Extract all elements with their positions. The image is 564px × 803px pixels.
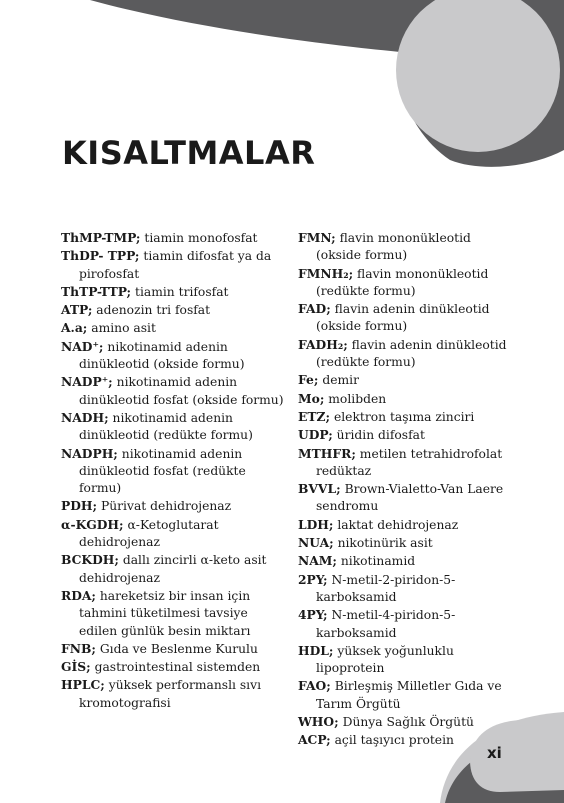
abbreviation-definition: flavin mononükleotid (okside formu) <box>316 231 471 263</box>
abbreviation-term: ETZ; <box>298 408 331 424</box>
abbreviation-entry <box>298 606 518 642</box>
abbreviation-entry <box>298 552 518 570</box>
abbreviation-term: BCKDH; <box>61 552 119 568</box>
abbreviation-definition: α-Ketoglutarat dehidrojenaz <box>79 517 219 550</box>
abbreviation-entry <box>298 390 518 408</box>
abbreviation-term: Mo; <box>298 390 325 406</box>
abbreviation-term: 4PY; <box>298 607 328 623</box>
abbreviation-term: NAM; <box>298 553 337 569</box>
abbreviation-entry <box>298 516 518 534</box>
abbreviation-entry <box>298 408 518 426</box>
abbreviation-definition: molibden <box>324 391 387 406</box>
abbreviation-term: A.a; <box>61 320 88 336</box>
abbreviation-entry <box>61 409 286 445</box>
abbreviation-term: FADH₂; <box>298 336 348 352</box>
abbreviation-entry <box>61 319 286 337</box>
abbreviation-term: ACP; <box>298 732 331 748</box>
abbreviation-definition: flavin adenin dinükleotid (redükte formu) <box>316 337 507 370</box>
abbreviation-definition: yüksek yoğunluklu lipoprotein <box>316 643 454 676</box>
abbreviation-entry <box>298 677 518 713</box>
abbreviation-definition: üridin difosfat <box>332 428 425 443</box>
abbreviation-term: NADPH; <box>61 445 118 461</box>
abbreviation-definition: demir <box>318 373 359 388</box>
abbreviation-entry <box>61 338 286 374</box>
abbreviation-entry <box>61 445 286 498</box>
abbreviation-definition: flavin mononükleotid (redükte formu) <box>316 266 489 298</box>
abbreviation-term: Fe; <box>298 372 319 388</box>
abbreviation-definition: Gıda ve Beslenme Kurulu <box>95 641 258 656</box>
abbreviation-entry <box>61 247 286 283</box>
abbreviation-definition: metilen tetrahidrofolat redüktaz <box>316 446 503 478</box>
abbreviation-term: RDA; <box>61 587 96 603</box>
abbreviation-entry <box>61 373 286 409</box>
abbreviation-entry <box>298 229 518 265</box>
abbreviation-definition: adenozin tri fosfat <box>92 303 211 318</box>
abbreviation-term: FAO; <box>298 678 331 694</box>
abbreviation-entry <box>61 676 286 712</box>
abbreviation-entry <box>298 336 518 372</box>
abbreviation-term: FMN; <box>298 230 336 245</box>
abbreviation-term: BVVL; <box>298 481 341 497</box>
abbreviation-entry <box>298 445 518 481</box>
abbreviation-entry <box>298 426 518 444</box>
abbreviation-entry <box>61 640 286 658</box>
abbreviation-term: ATP; <box>61 302 93 318</box>
abbreviation-term: 2PY; <box>298 571 328 587</box>
page-title: KISALTMALAR <box>62 134 316 172</box>
abbreviation-definition: tiamin difosfat ya da pirofosfat <box>79 249 272 281</box>
abbreviation-term: NADP⁺; <box>61 374 113 390</box>
abbreviation-entry <box>298 642 518 678</box>
abbreviation-entry <box>298 371 518 389</box>
abbreviation-definition: nikotinamid adenin dinükleotid (okside formu) <box>79 339 245 372</box>
abbreviation-entry <box>298 300 518 336</box>
abbreviation-term: NAD⁺; <box>61 338 104 354</box>
page-number: xi <box>487 744 502 762</box>
abbreviation-term: HDL; <box>298 642 334 658</box>
abbreviation-definition: N-metil-2-piridon-5-karboksamid <box>316 572 456 604</box>
abbreviation-entry <box>298 480 518 516</box>
abbreviation-definition: gastrointestinal sistemden <box>90 660 261 675</box>
abbreviations-right-column <box>298 229 518 750</box>
abbreviation-definition: dallı zincirli α-keto asit dehidrojenaz <box>79 553 267 585</box>
abbreviation-definition: yüksek performanslı sıvı kromotografisi <box>79 678 261 710</box>
abbreviation-definition: flavin adenin dinükleotid (okside formu) <box>316 302 490 334</box>
abbreviation-definition: tiamin monofosfat <box>140 231 258 245</box>
abbreviation-definition: nikotinamid adenin dinükleotid fosfat (okside formu) <box>79 375 284 407</box>
abbreviation-entry <box>298 534 518 552</box>
abbreviation-definition: tiamin trifosfat <box>131 284 229 299</box>
abbreviation-term: FMNH₂; <box>298 265 354 281</box>
abbreviation-entry <box>61 551 286 587</box>
abbreviation-term: LDH; <box>298 516 334 532</box>
abbreviation-definition: nikotinürik asit <box>333 536 433 551</box>
abbreviation-term: ThMP-TMP; <box>61 230 141 245</box>
abbreviation-entry <box>61 301 286 319</box>
abbreviation-entry <box>61 658 286 676</box>
abbreviation-definition: nikotinamid adenin dinükleotid (redükte formu) <box>79 410 253 443</box>
abbreviation-term: HPLC; <box>61 677 105 693</box>
abbreviation-definition: N-metil-4-piridon-5-karboksamid <box>316 608 456 640</box>
abbreviation-term: NADH; <box>61 409 109 425</box>
abbreviation-entry <box>298 571 518 607</box>
abbreviations-left-column <box>61 229 286 712</box>
abbreviation-term: ThDP- TPP; <box>61 248 140 264</box>
abbreviation-term: PDH; <box>61 498 98 514</box>
abbreviation-term: GİS; <box>61 659 91 675</box>
abbreviation-term: FAD; <box>298 301 331 317</box>
abbreviation-definition: amino asit <box>87 321 156 336</box>
abbreviation-entry <box>61 497 286 515</box>
abbreviation-term: NUA; <box>298 535 334 551</box>
abbreviation-definition: laktat dehidrojenaz <box>333 517 459 532</box>
abbreviation-entry <box>61 283 286 301</box>
abbreviation-entry <box>298 731 518 749</box>
abbreviation-definition: Pürivat dehidrojenaz <box>97 499 232 514</box>
abbreviation-definition: elektron taşıma zinciri <box>330 409 475 424</box>
abbreviation-definition: nikotinamid adenin dinükleotid fosfat (redükte formu) <box>79 446 246 496</box>
abbreviation-definition: Birleşmiş Milletler Gıda ve Tarım Örgütü <box>316 679 502 711</box>
abbreviation-entry <box>61 229 286 247</box>
abbreviation-definition: Dünya Sağlık Örgütü <box>338 715 474 730</box>
abbreviation-term: ThTP-TTP; <box>61 283 132 299</box>
abbreviation-definition: hareketsiz bir insan için tahmini tüketilmesi tavsiye edilen günlük besin miktarı <box>79 588 251 638</box>
abbreviation-definition: Brown-Vialetto-Van Laere sendromu <box>316 482 504 514</box>
abbreviation-entry <box>298 713 518 731</box>
abbreviation-definition: açil taşıyıcı protein <box>330 733 454 748</box>
abbreviation-definition: nikotinamid <box>336 554 416 569</box>
abbreviation-term: WHO; <box>298 714 339 730</box>
abbreviation-term: FNB; <box>61 640 96 656</box>
abbreviation-term: MTHFR; <box>298 445 356 461</box>
abbreviation-entry <box>61 587 286 640</box>
abbreviation-entry <box>61 516 286 552</box>
abbreviation-term: UDP; <box>298 427 333 443</box>
abbreviation-term: α-KGDH; <box>61 516 124 532</box>
abbreviation-entry <box>298 265 518 301</box>
